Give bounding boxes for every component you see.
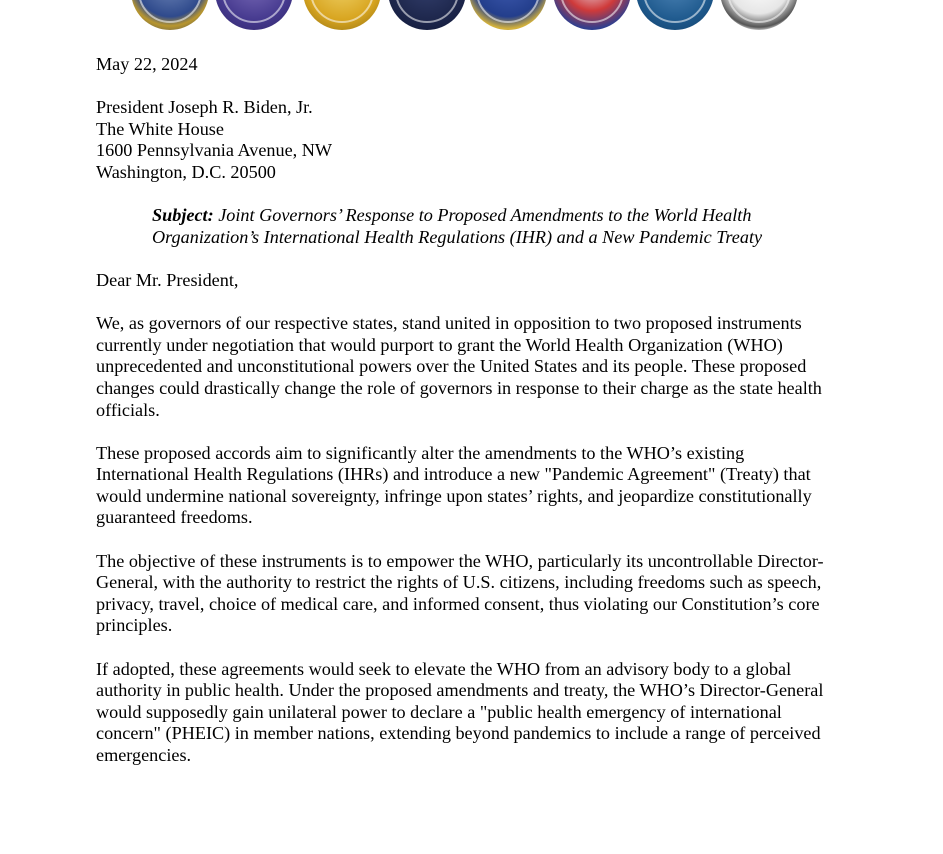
state-seal-icon	[131, 0, 209, 30]
state-seals-header	[0, 0, 943, 34]
state-seal-icon	[469, 0, 547, 30]
subject-text: Joint Governors’ Response to Proposed Amendments to the World Health Organization’s International Health Regulations (IHR) and a New Pandemic Treaty	[152, 205, 763, 247]
paragraph: The objective of these instruments is to empower the WHO, particularly its uncontrollable Director-General, with the authority to restrict the rights of U.S. citizens, including freedoms such as speech, privacy, travel, choice of medical care, and informed consent, thus violating our Constitution’s core principles.	[96, 550, 824, 636]
paragraph: If adopted, these agreements would seek to elevate the WHO from an advisory body to a global authority in public health. Under the proposed amendments and treaty, the WHO’s Director-General would supposedly gain unilateral power to declare a "public health emergency of international concern" (PHEIC) in member nations, extending beyond pandemics to include a range of perceived emergencies.	[96, 658, 824, 765]
recipient-office: The White House	[96, 118, 224, 139]
recipient-address	[96, 97, 836, 183]
state-seal-icon	[215, 0, 293, 30]
recipient-name: President Joseph R. Biden, Jr.	[96, 97, 313, 118]
paragraph: These proposed accords aim to significantly alter the amendments to the WHO’s existing International Health Regulations (IHRs) and introduce a new "Pandemic Agreement" (Treaty) that would undermine national sovereignty, infringe upon states’ rights, and jeopardize constitutionally guaranteed freedoms.	[96, 442, 812, 528]
letter-body	[96, 54, 836, 788]
paragraph: We, as governors of our respective states, stand united in opposition to two proposed instruments currently under negotiation that would purport to grant the World Health Organization (WHO) unprecedented and unconstitutional powers over the United States and its people. These proposed changes could drastically change the role of governors in response to their charge as the state health officials.	[96, 313, 822, 420]
governor-seal-icon	[388, 0, 466, 30]
recipient-city: Washington, D.C. 20500	[96, 161, 276, 182]
letter-date: May 22, 2024	[96, 54, 198, 74]
salutation: Dear Mr. President,	[96, 269, 239, 290]
state-seal-icon	[303, 0, 381, 30]
subject-label: Subject:	[152, 205, 214, 226]
subject-line	[152, 205, 802, 248]
recipient-street: 1600 Pennsylvania Avenue, NW	[96, 140, 333, 161]
state-seal-icon	[636, 0, 714, 30]
state-seal-icon	[720, 0, 798, 30]
state-seal-icon	[553, 0, 631, 30]
